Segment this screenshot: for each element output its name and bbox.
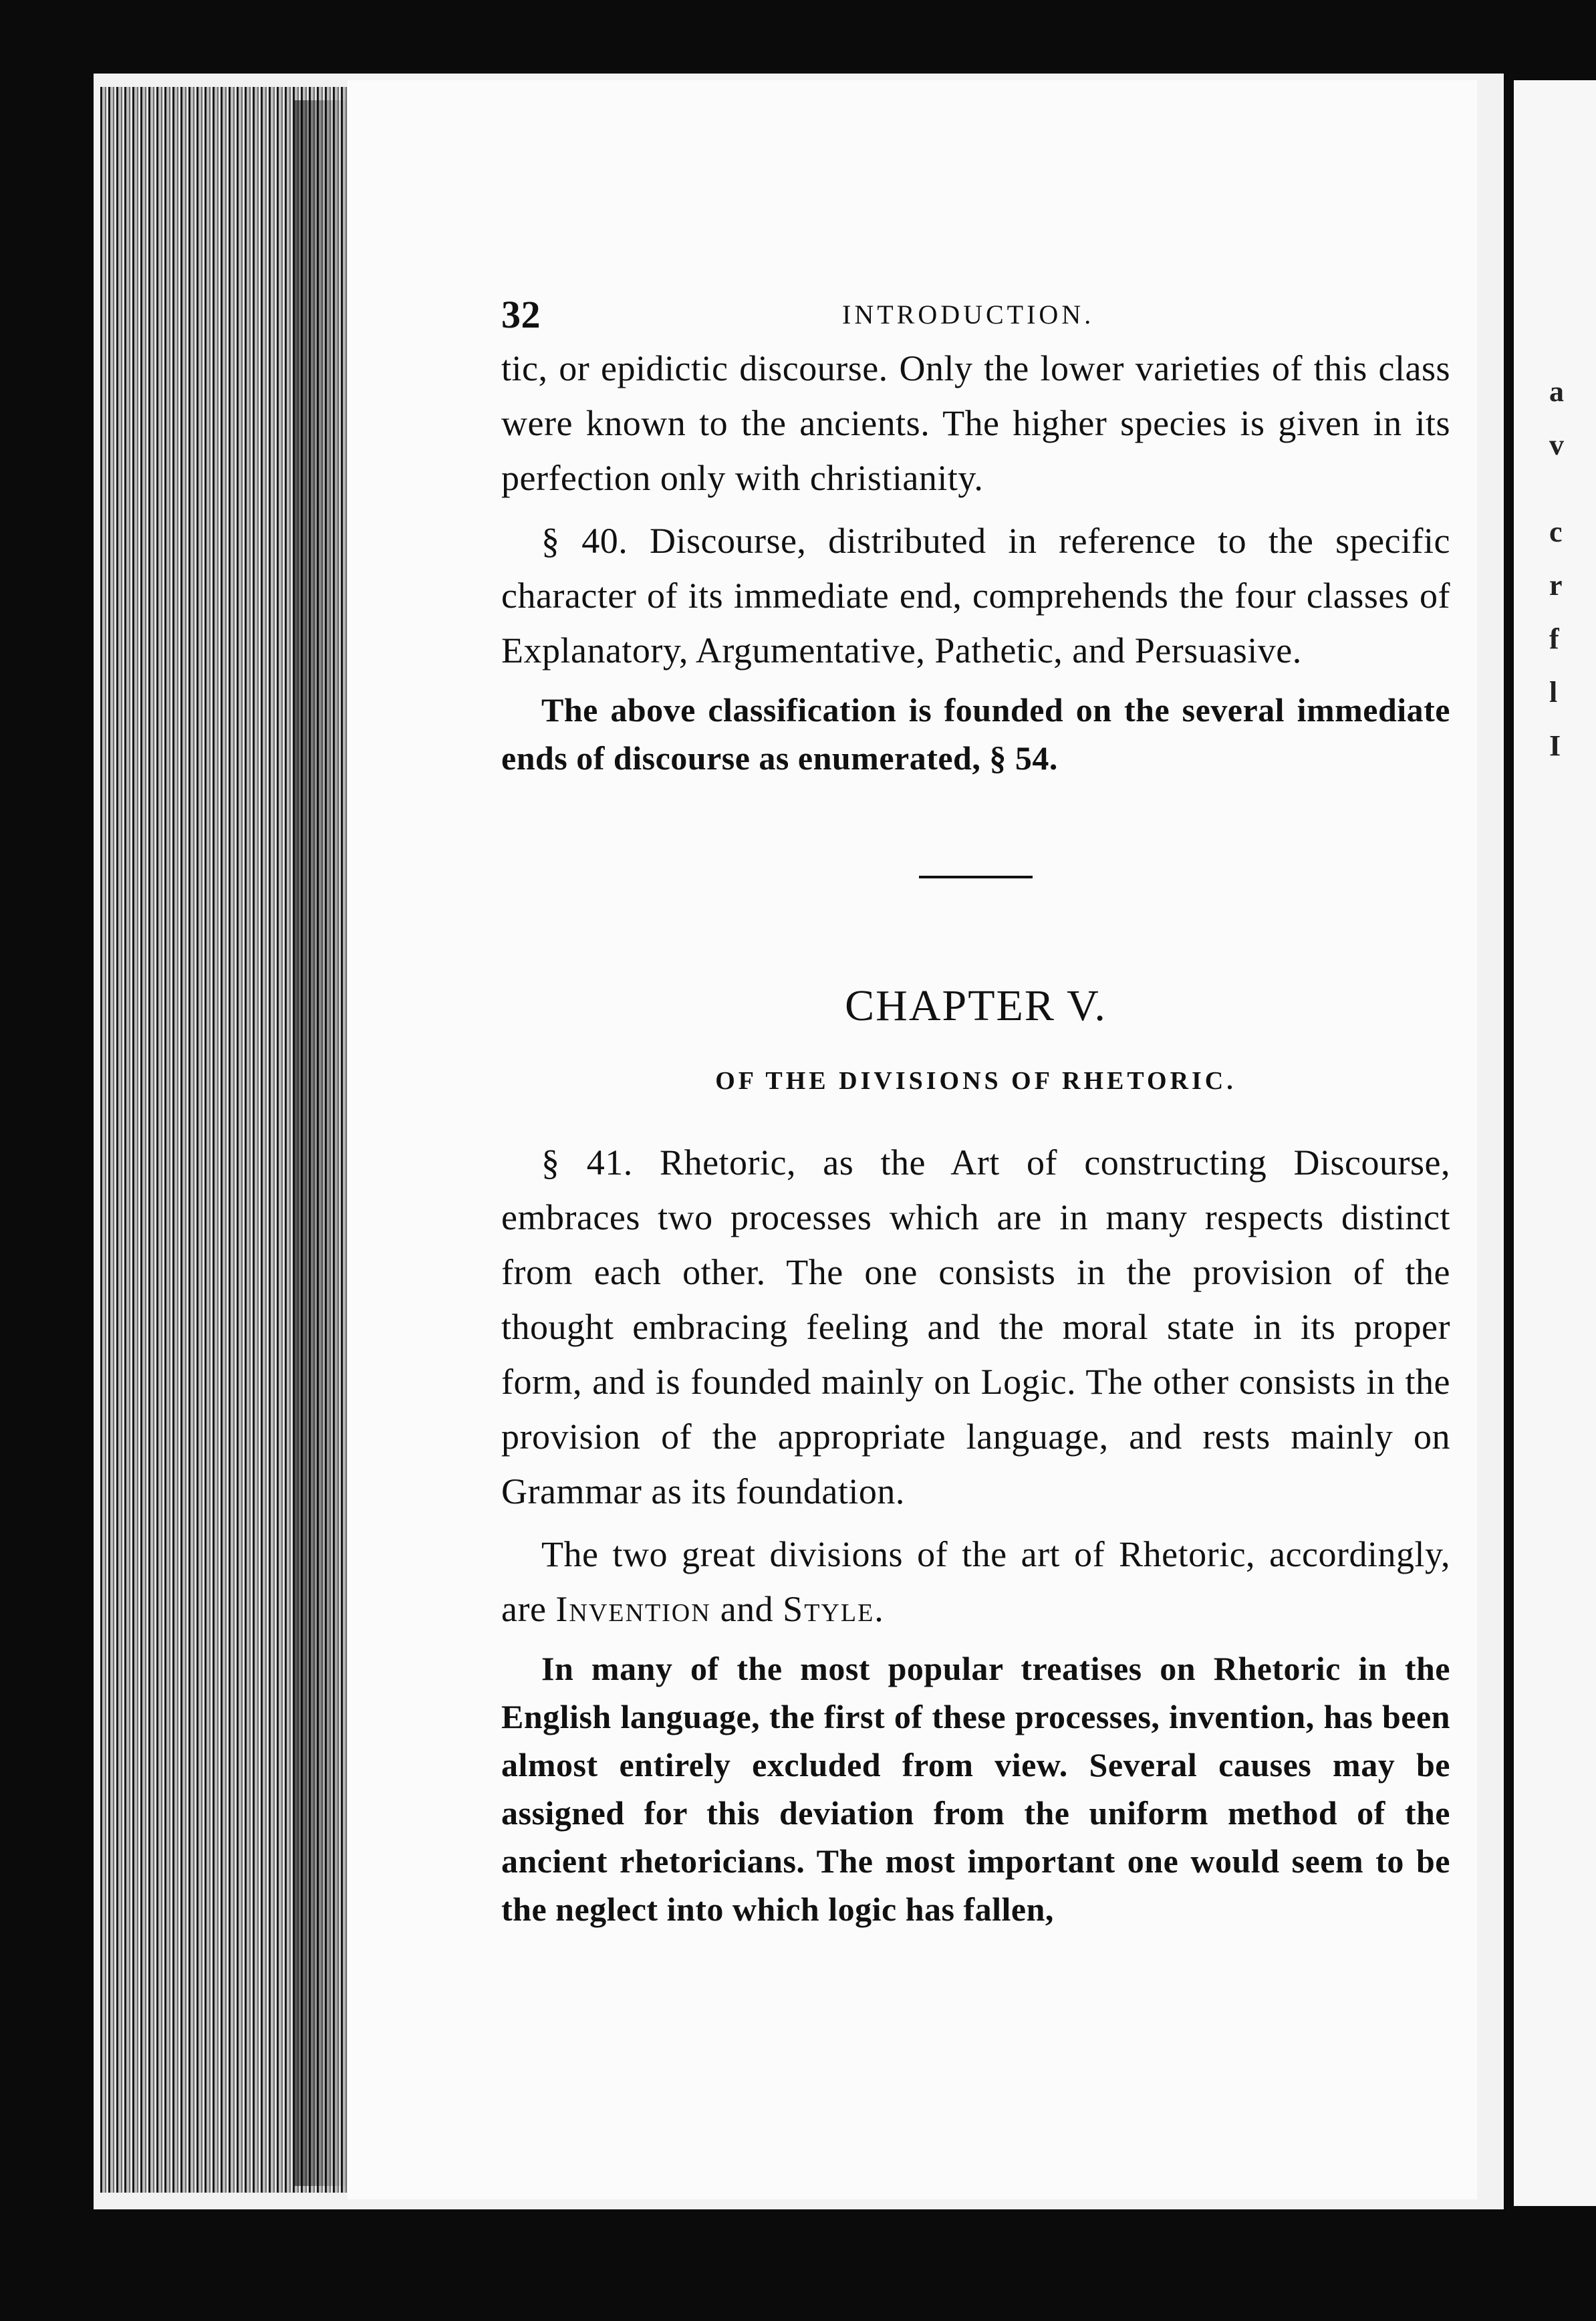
page-number: 32 [501, 293, 541, 336]
right-page-fragment: v [1549, 429, 1564, 461]
running-head-title: INTRODUCTION. [842, 299, 1095, 330]
term-invention: Invention [555, 1589, 711, 1629]
divisions-text: The two great divisions of the art of Rhetoric, accordingly, are [501, 1534, 1450, 1629]
page-content [501, 281, 1450, 1941]
section-divider [919, 876, 1033, 878]
right-page-fragment: r [1549, 569, 1563, 602]
term-style: Style [783, 1589, 875, 1629]
right-page-fragment: a [1549, 375, 1564, 408]
paragraph-section-40: § 40. Discourse, distributed in reference to the specific character of its immediate end, comprehends the four classes of Explanatory, Argumentative, Pathetic, and Persuasive. [501, 521, 1450, 670]
note-classification: The above classification is founded on the several immediate ends of discourse as enumerated, § 54. [501, 691, 1450, 777]
chapter-subtitle: OF THE DIVISIONS OF RHETORIC. [715, 1067, 1236, 1095]
right-page-fragment: f [1549, 622, 1559, 655]
scanner-border-top [0, 0, 1596, 74]
paragraph-section-41: § 41. Rhetoric, as the Art of constructing Discourse, embraces two processes which are in many respects distinct from each other. The one consists in the provision of the thought embracing feeling and the moral state in its proper form, and is founded mainly on Logic. The other consists in the provision of the appropriate language, and rests mainly on Grammar as its foundation. [501, 1142, 1450, 1511]
paragraph-continuation: tic, or epidictic discourse. Only the lower varieties of this class were known to the ancients. The higher species is given in its perfection only with christianity. [501, 348, 1450, 498]
right-page-fragment: l [1549, 676, 1558, 709]
note-treatises: In many of the most popular treatises on Rhetoric in the English language, the first of these processes, invention, has been almost entirely excluded from view. Several causes may be assigned for this deviation from the uniform method of the ancient rhetoricians. The most important one would seem to be the neglect into which logic has fallen, [501, 1650, 1450, 1928]
chapter-title: CHAPTER V. [845, 981, 1107, 1030]
right-page-fragment: c [1549, 515, 1563, 548]
divisions-end: . [874, 1589, 884, 1629]
gutter-shadow [294, 100, 348, 2186]
right-page-fragment: I [1549, 729, 1561, 762]
scanner-border-left [0, 0, 97, 2321]
running-head [501, 281, 1450, 341]
scanner-border-bottom [0, 2206, 1596, 2321]
divisions-and: and [710, 1589, 783, 1629]
paragraph-divisions [501, 1527, 1450, 1636]
